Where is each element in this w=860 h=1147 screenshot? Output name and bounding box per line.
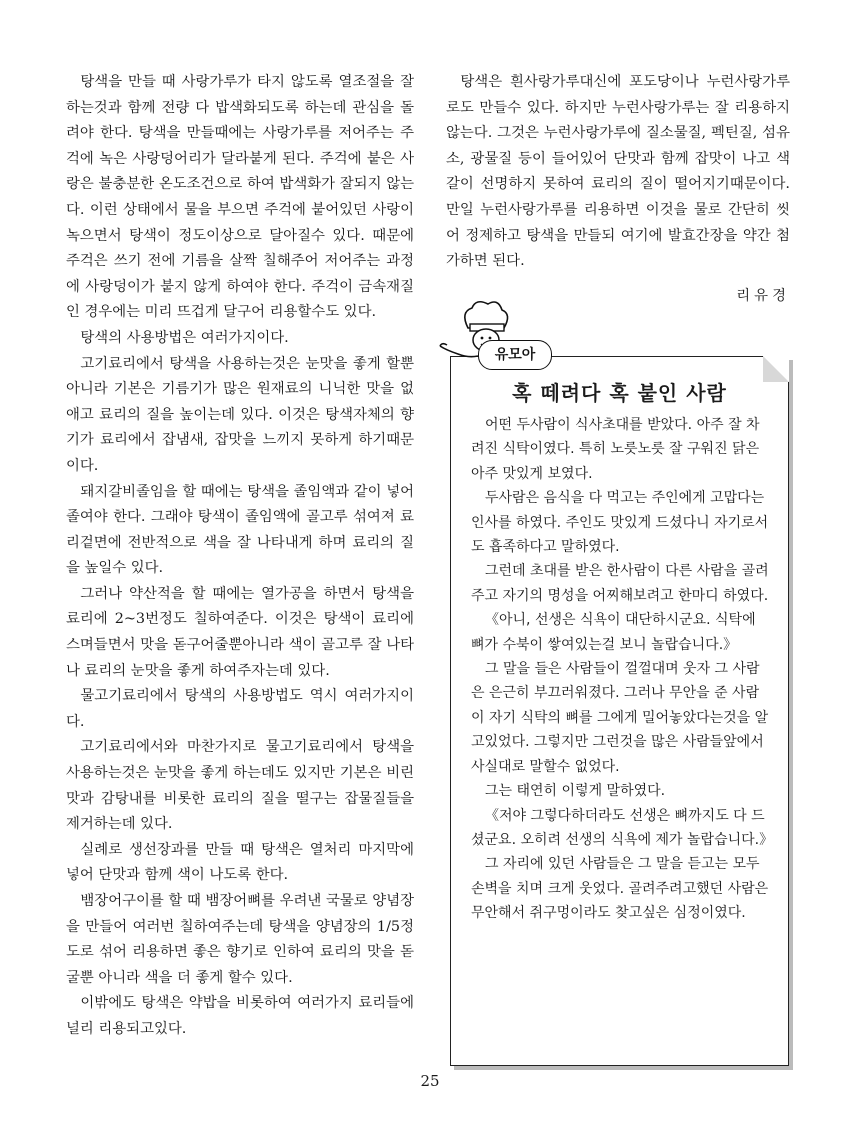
humor-label: 유모아 bbox=[478, 340, 552, 370]
humor-paragraph: 《아니, 선생은 식욕이 대단하시군요. 식탁에 뼈가 수북이 쌓여있는걸 보니 놀랍습니다.》 bbox=[471, 612, 756, 653]
author-name: 리유경 bbox=[736, 288, 790, 304]
humor-paragraph: 두사람은 음식을 다 먹고는 주인에게 고맙다는 인사를 하였다. 주인도 맛있게 드셨다니 자기로서도 흡족하다고 말하였다. bbox=[471, 490, 769, 556]
article-left-column bbox=[66, 70, 414, 1043]
humor-box bbox=[450, 356, 789, 1066]
humor-title: 혹 떼려다 혹 붙인 사람 bbox=[512, 381, 727, 405]
article-paragraph: 돼지갈비졸임을 할 때에는 탕색을 졸임액과 같이 넣어 졸여야 한다. 그래야 탕색이 졸임액에 골고루 섞여져 료리겉면에 전반적으로 색을 잘 나타내게 하며 료리의 질을 높일수 있다. bbox=[66, 483, 414, 577]
article-paragraph: 이밖에도 탕색은 약밥을 비롯하여 여러가지 료리들에 널리 리용되고있다. bbox=[66, 995, 414, 1037]
article-paragraph: 고기료리에서와 마찬가지로 물고기료리에서 탕색을 사용하는것은 눈맛을 좋게 하는데도 있지만 기본은 비린맛과 감탕내를 비롯한 료리의 질을 떨구는 잡물질들을 제거하는데 있다. bbox=[66, 739, 414, 833]
article-paragraph: 물고기료리에서 탕색의 사용방법도 역시 여러가지이다. bbox=[66, 688, 414, 730]
article-right-column bbox=[446, 70, 790, 275]
article-paragraph: 실례로 생선장과를 만들 때 탕색은 열처리 마지막에 넣어 단맛과 함께 색이 나도록 한다. bbox=[66, 841, 414, 884]
page-number: 25 bbox=[420, 1072, 440, 1090]
humor-paragraph: 그는 태연히 이렇게 말하였다. bbox=[485, 783, 666, 800]
article-paragraph: 탕색을 만들 때 사랑가루가 타지 않도록 열조절을 잘하는것과 함께 전량 다 밥색화되도록 하는데 관심을 돌려야 한다. 탕색을 만들때에는 사랑가루를 저어주는 주걱에 녹은 사랑덩어리가 달라붙게 된다. 주걱에 붙은 사랑은 불충분한 온도조건으로 하여 밥색화가 잘되지 않는다. 이런 상태에서 물을 부으면 주걱에 붙어있던 사랑이 녹으면서 탕색이 정도이상으로 달아질수 있다. 때문에 주걱은 쓰기 전에 기름을 살짝 칠해주어 저어주는 과정에 사랑덩이가 붙지 않게 하여야 한다. 주걱이 금속재질인 경우에는 미리 뜨겁게 달구어 리용할수도 있다. bbox=[66, 74, 414, 321]
article-paragraph: 탕색은 흰사랑가루대신에 포도당이나 누런사랑가루로도 만들수 있다. 하지만 누런사랑가루는 잘 리용하지 않는다. 그것은 누런사랑가루에 질소물질, 펙틴질, 섬유소, 광물질 등이 들어있어 단맛과 함께 잡맛이 나고 색갈이 선명하지 못하여 료리의 질이 떨어지기때문이다. 만일 누런사랑가루를 리용하면 이것을 물로 간단히 씻어 정제하고 탕색을 만들되 여기에 발효간장을 약간 첨가하면 된다. bbox=[446, 74, 790, 270]
humor-body bbox=[471, 413, 774, 926]
article-paragraph: 뱀장어구이를 할 때 뱀장어뼈를 우려낸 국물로 양념장을 만들어 여러번 칠하여주는데 탕색을 양념장의 1/5정도로 섞어 리용하면 좋은 향기로 인하여 료리의 맛을 돋굴뿐 아니라 색을 더 좋게 할수 있다. bbox=[66, 893, 414, 986]
humor-paragraph: 어떤 두사람이 식사초대를 받았다. 아주 잘 차려진 식탁이였다. 특히 노릇노릇 잘 구워진 닭은 아주 맛있게 보였다. bbox=[471, 417, 760, 482]
humor-paragraph: 그 말을 들은 사람들이 껄껄대며 웃자 그 사람은 은근히 부끄러워졌다. 그러나 무안을 준 사람이 자기 식탁의 뼈를 그에게 밀어놓았다는것을 알고있었다. 그렇지만 그런것을 많은 사람들앞에서 사실대로 말할수 없었다. bbox=[471, 661, 769, 775]
article-paragraph: 탕색의 사용방법은 여러가지이다. bbox=[80, 329, 289, 346]
humor-paragraph: 《저야 그렇다하더라도 선생은 뼈까지도 다 드셨군요. 오히려 선생의 식욕에 제가 놀랍습니다.》 bbox=[471, 807, 774, 848]
article-paragraph: 그러나 약산적을 할 때에는 열가공을 하면서 탕색을 료리에 2~3번정도 칠하여준다. 이것은 탕색이 료리에 스며들면서 맛을 돋구어줄뿐아니라 색이 골고루 잘 나타나 료리의 눈맛을 좋게 하여주자는데 있다. bbox=[66, 585, 414, 679]
humor-paragraph: 그런데 초대를 받은 한사람이 다른 사람을 골려주고 자기의 명성을 어찌해보려고 한마디 하였다. bbox=[471, 563, 769, 604]
article-paragraph: 고기료리에서 탕색을 사용하는것은 눈맛을 좋게 할뿐 아니라 기본은 기름기가 많은 원재료의 니닉한 맛을 없애고 료리의 질을 높이는데 있다. 이것은 탕색자체의 향기가 료리에서 잡냄새, 잡맛을 느끼지 못하게 하기때문이다. bbox=[66, 355, 414, 474]
humor-paragraph: 그 자리에 있던 사람들은 그 말을 듣고는 모두 손벽을 치며 크게 웃었다. 골려주려고했던 사람은 무안해서 쥐구멍이라도 찾고싶은 심정이였다. bbox=[471, 856, 769, 922]
